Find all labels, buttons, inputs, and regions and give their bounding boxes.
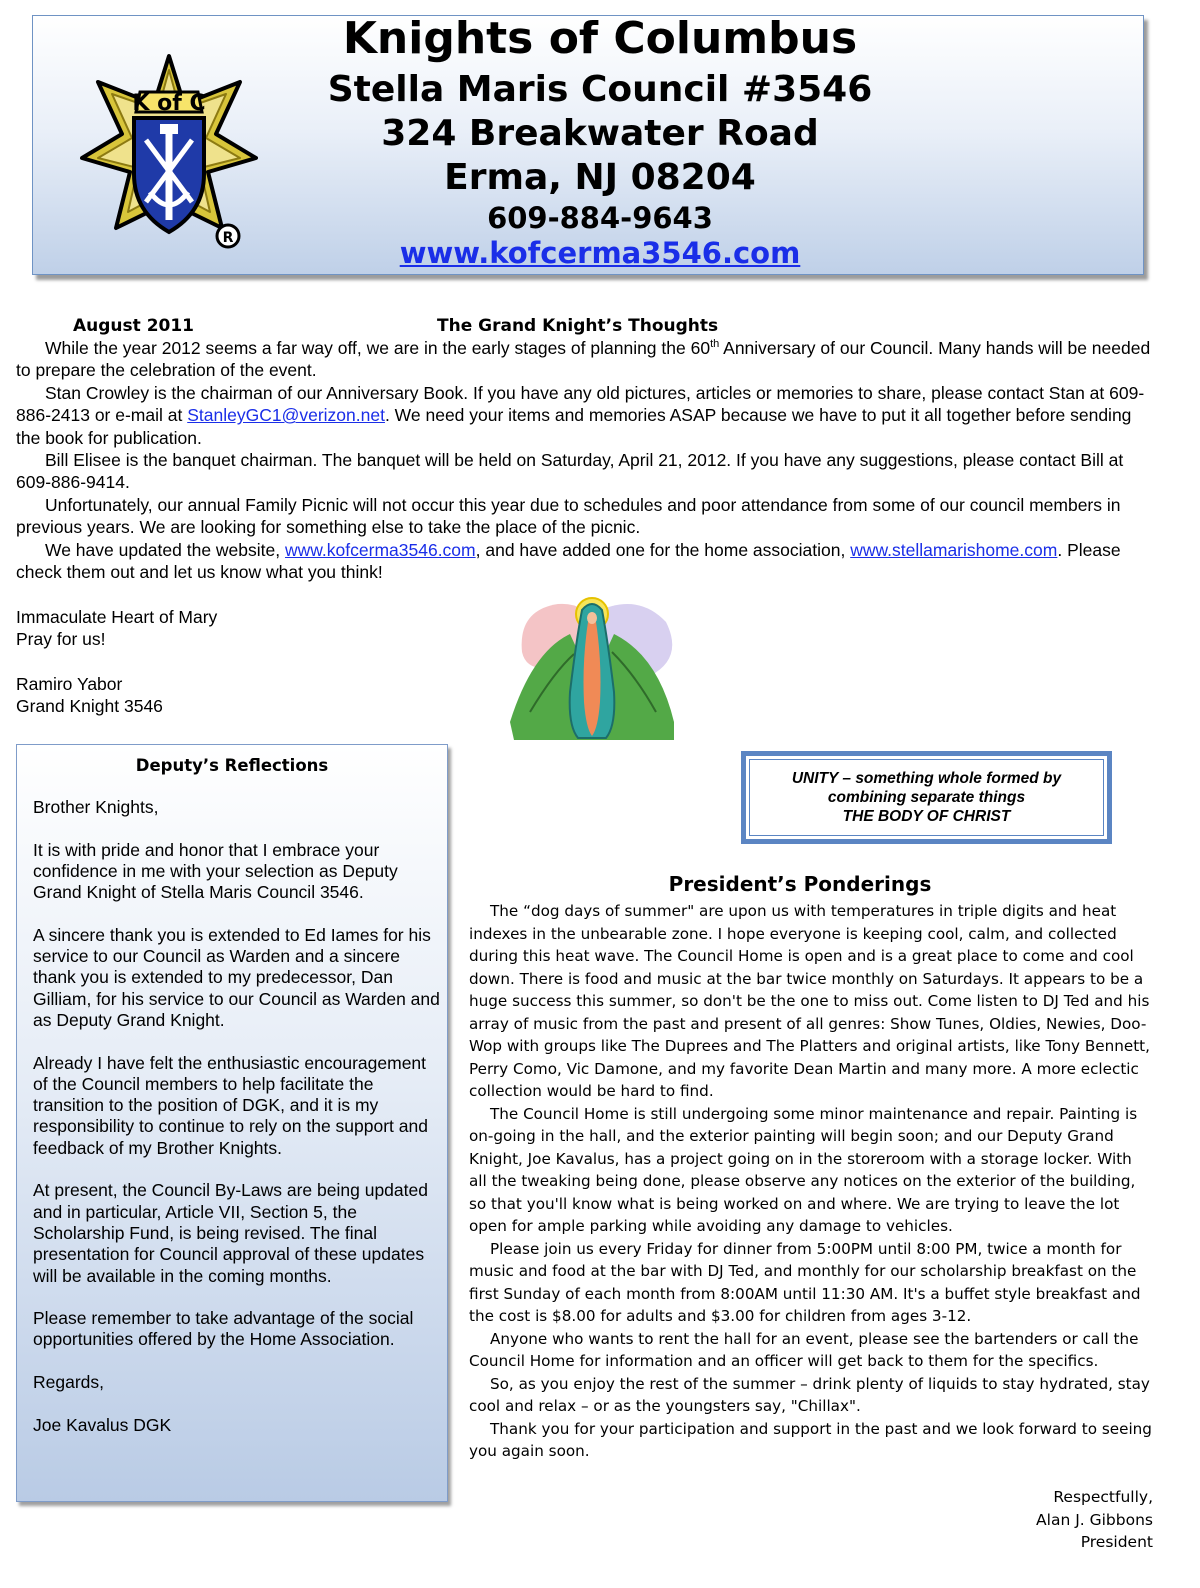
email-link[interactable]: StanleyGC1@verizon.net [187, 405, 385, 426]
unity-quote-text [792, 769, 1061, 826]
unity-line: UNITY – something whole formed by [791, 770, 1062, 787]
gk-paragraph [16, 382, 1156, 449]
deputy-paragraph: It is with pride and honor that I embrace your confidence in me with your selection as Deputy Grand Knight of Stella Maris Council 3546. [33, 839, 398, 903]
gk-paragraph: Bill Elisee is the banquet chairman. The banquet will be held on Saturday, April 21, 2012. If you have any suggestions, please contact Bill at 609-886-9414. [16, 450, 1124, 493]
council-name: Stella Maris Council #3546 [327, 69, 873, 110]
gk-text: While the year 2012 seems a far way off, we are in the early stages of planning the 60 [45, 338, 711, 358]
street-address: 324 Breakwater Road [381, 113, 819, 154]
phone-number: 609-884-9643 [487, 201, 713, 235]
signature-name: Ramiro Yabor [16, 674, 123, 695]
president-paragraph: Thank you for your participation and support in the past and we look forward to seeing you again soon. [469, 1419, 1152, 1460]
deputy-paragraph: Regards, [33, 1372, 105, 1393]
gk-text: . We need your items and memories ASAP because we have to put it all together before sending the book for publication. [16, 405, 1132, 448]
gk-text: We have updated the website, [45, 539, 285, 560]
gk-text: Stan Crowley is the chairman of our Anniversary Book. If you have any old pictures, articles or memories to share, please contact Stan at 609-886-2413 or e-mail at [16, 382, 1145, 426]
signature-name: Alan J. Gibbons [1036, 1510, 1153, 1529]
deputy-paragraph: Brother Knights, [33, 797, 159, 817]
unity-line: THE BODY OF CHRIST [842, 808, 1011, 825]
deputy-paragraph: Already I have felt the enthusiastic encouragement of the Council members to help facilitate the transition to the position of DGK, and it is my responsibility to continue to rely on the support and feedback of my Brother Knights. [33, 1052, 428, 1158]
deputy-signature: Joe Kavalus DGK [33, 1414, 172, 1435]
president-paragraph: Please join us every Friday for dinner from 5:00PM until 8:00 PM, twice a month for music and food at the bar with DJ Ted, and monthly for our scholarship breakfast on the first Sunday of each month from 8:00AM until 11:30 AM. It's a buffet style breakfast and the cost is $8.00 for adults and $3.00 for children from ages 3-12. [469, 1239, 1141, 1325]
gk-text: . Please check them out and let us know what you think! [16, 539, 1121, 583]
signature-title: Grand Knight 3546 [16, 696, 163, 717]
newsletter-date: August 2011 [73, 316, 195, 336]
president-paragraph: The “dog days of summer" are upon us with temperatures in triple digits and heat indexes in the unbearable zone. I hope everyone is keeping cool, calm, and collected during this heat wave. The Council Home is open and is a great place to come and cool down. There is food and music at the bar twice monthly on Saturdays. It appears to be a huge success this summer, so don't be the one to miss out. Come listen to DJ Ted and his array of music from the past and present of all genres: Show Tunes, Oldies, Newies, Doo-Wop with groups like The Duprees and The Platters and original artists, like Tony Bennett, Perry Como, Vic Damone, and my favorite Dean Martin and many more. A more eclectic collection would be hard to find. [469, 902, 1150, 1100]
prayer-line: Pray for us! [16, 629, 106, 650]
gk-paragraph [16, 539, 1156, 584]
grand-knight-heading: The Grand Knight’s Thoughts [437, 316, 719, 336]
signature-role: President [1080, 1533, 1153, 1551]
council-website-link[interactable]: www.kofcerma3546.com [284, 539, 476, 560]
unity-line: combining separate things [827, 789, 1026, 806]
gk-paragraph: Unfortunately, our annual Family Picnic will not occur this year due to schedules and poor attendance from some of our council members in previous years. We are looking for something else to take the place of the picnic. [16, 494, 1121, 538]
president-paragraph: The Council Home is still undergoing some minor maintenance and repair. Painting is on-going in the hall, and the exterior painting will begin soon; and our Deputy Grand Knight, Joe Kavalus, has a project going on in the storeroom with a storage locker. With all the tweaking being done, please observe any notices on the exterior of the building, so that you'll know what is being worked on and where. We are trying to leave the lot open for ample parking while avoiding any damage to vehicles. [469, 1104, 1138, 1235]
svg-text:K of C: K of C [132, 91, 206, 116]
website-link[interactable]: www.kofcerma3546.com [399, 236, 801, 270]
unity-quote-box [741, 751, 1112, 844]
gk-text: , and have added one for the home association, [475, 539, 851, 560]
gk-text: Anniversary of our Council. Many hands will be needed to prepare the celebration of the event. [16, 338, 1151, 381]
unity-quote-inner [749, 759, 1104, 836]
deputy-paragraph: A sincere thank you is extended to Ed Iames for his service to our Council as Warden and a sincere thank you is extended to my predecessor, Dan Gilliam, for his service to our Council as Warden and as Deputy Grand Knight. [33, 924, 440, 1030]
gk-paragraph [16, 337, 1156, 382]
president-paragraph: Anyone who wants to rent the hall for an event, please see the bartenders or call the Council Home for information and an officer will get back to them for the specifics. [469, 1329, 1139, 1370]
president-signature [1036, 1486, 1153, 1554]
virgin-mary-clipart-icon [508, 592, 676, 740]
svg-text:R: R [222, 230, 234, 246]
deputy-article [33, 797, 443, 1457]
deputy-heading: Deputy’s Reflections [135, 756, 329, 775]
president-article [469, 900, 1153, 1463]
deputy-paragraph: Please remember to take advantage of the social opportunities offered by the Home Association. [33, 1308, 414, 1350]
signature-closing: Respectfully, [1053, 1488, 1153, 1506]
prayer-line: Immaculate Heart of Mary [16, 606, 218, 627]
president-paragraph: So, as you enjoy the rest of the summer – drink plenty of liquids to stay hydrated, stay cool and relax – or as the youngsters say, "Chillax". [469, 1374, 1150, 1415]
deputy-paragraph: At present, the Council By-Laws are being updated and in particular, Article VII, Section 5, the Scholarship Fund, is being revised. The final presentation for Council approval of these updates will be available in the coming months. [33, 1180, 428, 1286]
ordinal-suffix: th [710, 338, 720, 351]
home-association-link[interactable]: www.stellamarishome.com [850, 539, 1058, 560]
city-state-zip: Erma, NJ 08204 [444, 157, 756, 198]
president-heading: President’s Ponderings [668, 872, 932, 896]
organization-title: Knights of Columbus [342, 13, 858, 64]
